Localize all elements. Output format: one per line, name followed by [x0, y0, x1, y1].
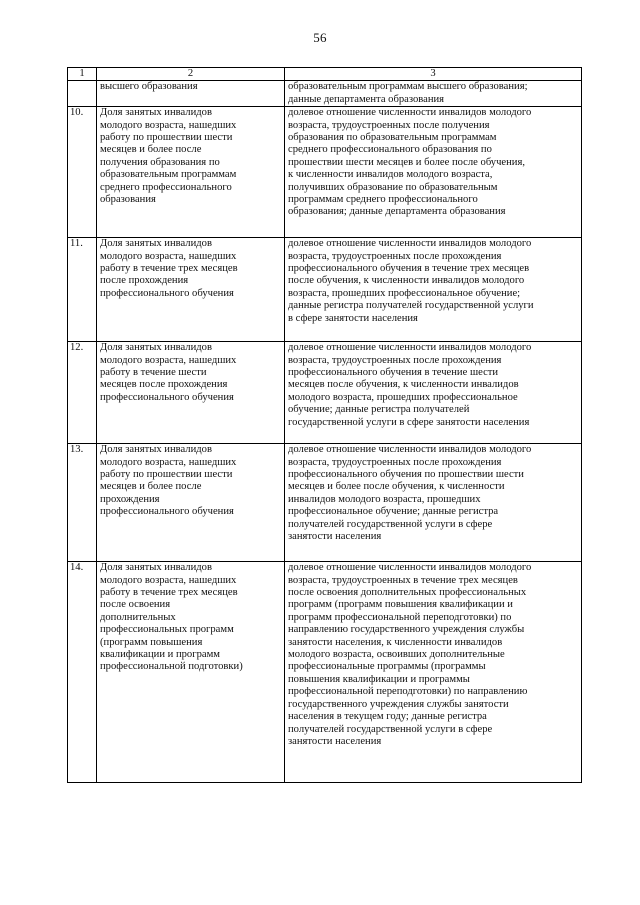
header-col-2: 2	[97, 68, 285, 81]
table-header-row	[68, 68, 582, 81]
row-number: 11.	[68, 238, 97, 342]
calculation-method: долевое отношение численности инвалидов молодого возраста, трудоустроенных после прохождения профессионального обучения в течение шести месяцев после обучения, к численности инвалидов молодого возраста, прошедших профессиональное обучение; данные регистра получателей государственной услуги в сфере занятости населения	[285, 342, 582, 444]
table-row	[68, 562, 582, 783]
row-number	[68, 81, 97, 107]
indicator-name: Доля занятых инвалидов молодого возраста, нашедших работу по прошествии шести месяцев и более после прохождения профессионального обучения	[97, 444, 285, 562]
header-col-3: 3	[285, 68, 582, 81]
indicator-name: Доля занятых инвалидов молодого возраста, нашедших работу в течение шести месяцев после прохождения профессионального обучения	[97, 342, 285, 444]
table-row	[68, 342, 582, 444]
row-number: 12.	[68, 342, 97, 444]
calculation-method: образовательным программам высшего образования; данные департамента образования	[285, 81, 582, 107]
indicator-name: Доля занятых инвалидов молодого возраста, нашедших работу по прошествии шести месяцев и более после получения образования по образовательным программам среднего профессионального образования	[97, 107, 285, 238]
calculation-method: долевое отношение численности инвалидов молодого возраста, трудоустроенных после прохождения профессионального обучения в течение трех месяцев после обучения, к численности инвалидов молодого возраста, прошедших профессиональное обучение; данные регистра получателей государственной услуги в сфере занятости населения	[285, 238, 582, 342]
indicator-name: Доля занятых инвалидов молодого возраста, нашедших работу в течение трех месяцев после прохождения профессионального обучения	[97, 238, 285, 342]
row-number: 13.	[68, 444, 97, 562]
calculation-method: долевое отношение численности инвалидов молодого возраста, трудоустроенных после получения образования по образовательным программам среднего профессионального образования по прошествии шести месяцев и более после обучения, к численности инвалидов молодого возраста, получивших образование по образовательным программам среднего профессионального образования; данные департамента образования	[285, 107, 582, 238]
calculation-method: долевое отношение численности инвалидов молодого возраста, трудоустроенных в течение трех месяцев после освоения дополнительных профессиональных программ (программ повышения квалификации и программ профессиональной переподготовки) по направлению государственного учреждения службы занятости населения, к численности инвалидов молодого возраста, освоивших дополнительные профессиональные программы (программы повышения квалификации и программы профессиональной переподготовки) по направлению государственного учреждения службы занятости населения в текущем году; данные регистра получателей государственной услуги в сфере занятости населения	[285, 562, 582, 783]
row-number: 10.	[68, 107, 97, 238]
header-col-1: 1	[68, 68, 97, 81]
table-row	[68, 238, 582, 342]
indicator-name: Доля занятых инвалидов молодого возраста, нашедших работу в течение трех месяцев после освоения дополнительных профессиональных программ (программ повышения квалификации и программ профессиональной подготовки)	[97, 562, 285, 783]
indicators-table	[67, 67, 582, 783]
row-number: 14.	[68, 562, 97, 783]
indicator-name: высшего образования	[97, 81, 285, 107]
table-row	[68, 444, 582, 562]
page-number: 56	[313, 30, 327, 45]
calculation-method: долевое отношение численности инвалидов молодого возраста, трудоустроенных после прохождения профессионального обучения по прошествии шести месяцев и более после обучения, к численности инвалидов молодого возраста, прошедших профессиональное обучение; данные регистра получателей государственной услуги в сфере занятости населения	[285, 444, 582, 562]
table-row	[68, 107, 582, 238]
table-row	[68, 81, 582, 107]
